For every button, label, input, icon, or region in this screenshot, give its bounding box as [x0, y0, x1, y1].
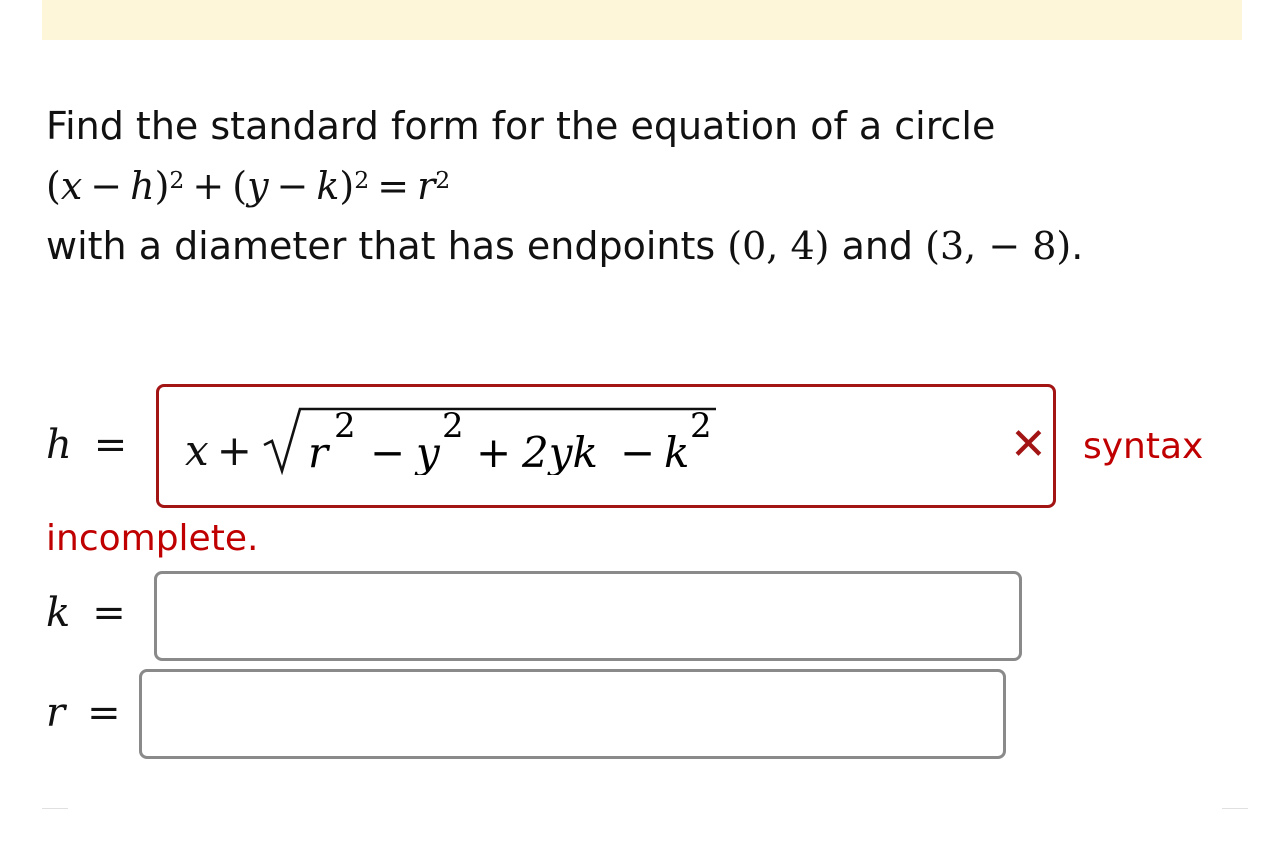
- question-text: [46, 96, 1226, 276]
- k-answer-input[interactable]: [154, 571, 1022, 661]
- endpoint-2: (3, − 8): [925, 224, 1072, 268]
- h-entered-expression: x + r 2 − y 2 + 2yk − k 2: [185, 405, 720, 479]
- h-label: h =: [46, 422, 128, 468]
- question-line-3: with a diameter that has endpoints (0, 4) and (3, − 8).: [46, 224, 1084, 268]
- syntax-error-message: syntax: [1083, 426, 1204, 467]
- svg-text:r: r: [307, 428, 328, 475]
- divider-left: [42, 808, 68, 809]
- endpoint-1: (0, 4): [727, 224, 830, 268]
- k-label: k =: [46, 590, 126, 636]
- close-icon: ✕: [1010, 419, 1047, 470]
- svg-text:−: −: [619, 428, 656, 475]
- top-banner: [42, 0, 1242, 40]
- svg-text:+: +: [475, 428, 512, 475]
- r-answer-input[interactable]: [139, 669, 1006, 759]
- svg-text:−: −: [369, 428, 406, 475]
- r-label: r =: [46, 690, 121, 736]
- question-line-1: Find the standard form for the equation of a circle: [46, 104, 996, 148]
- svg-text:2: 2: [689, 406, 712, 446]
- circle-standard-form-equation: $(x - h)^2 + (y - k)^2 = r^2$: [46, 164, 451, 208]
- svg-text:k: k: [663, 428, 690, 475]
- sqrt-symbol: [260, 401, 720, 475]
- h-answer-input[interactable]: [156, 384, 1056, 508]
- svg-text:2: 2: [333, 406, 356, 446]
- svg-text:2: 2: [441, 406, 464, 446]
- syntax-error-message-continued: incomplete.: [46, 518, 259, 559]
- svg-text:y: y: [415, 428, 440, 475]
- svg-text:2yk: 2yk: [521, 428, 598, 475]
- divider-right: [1222, 808, 1248, 809]
